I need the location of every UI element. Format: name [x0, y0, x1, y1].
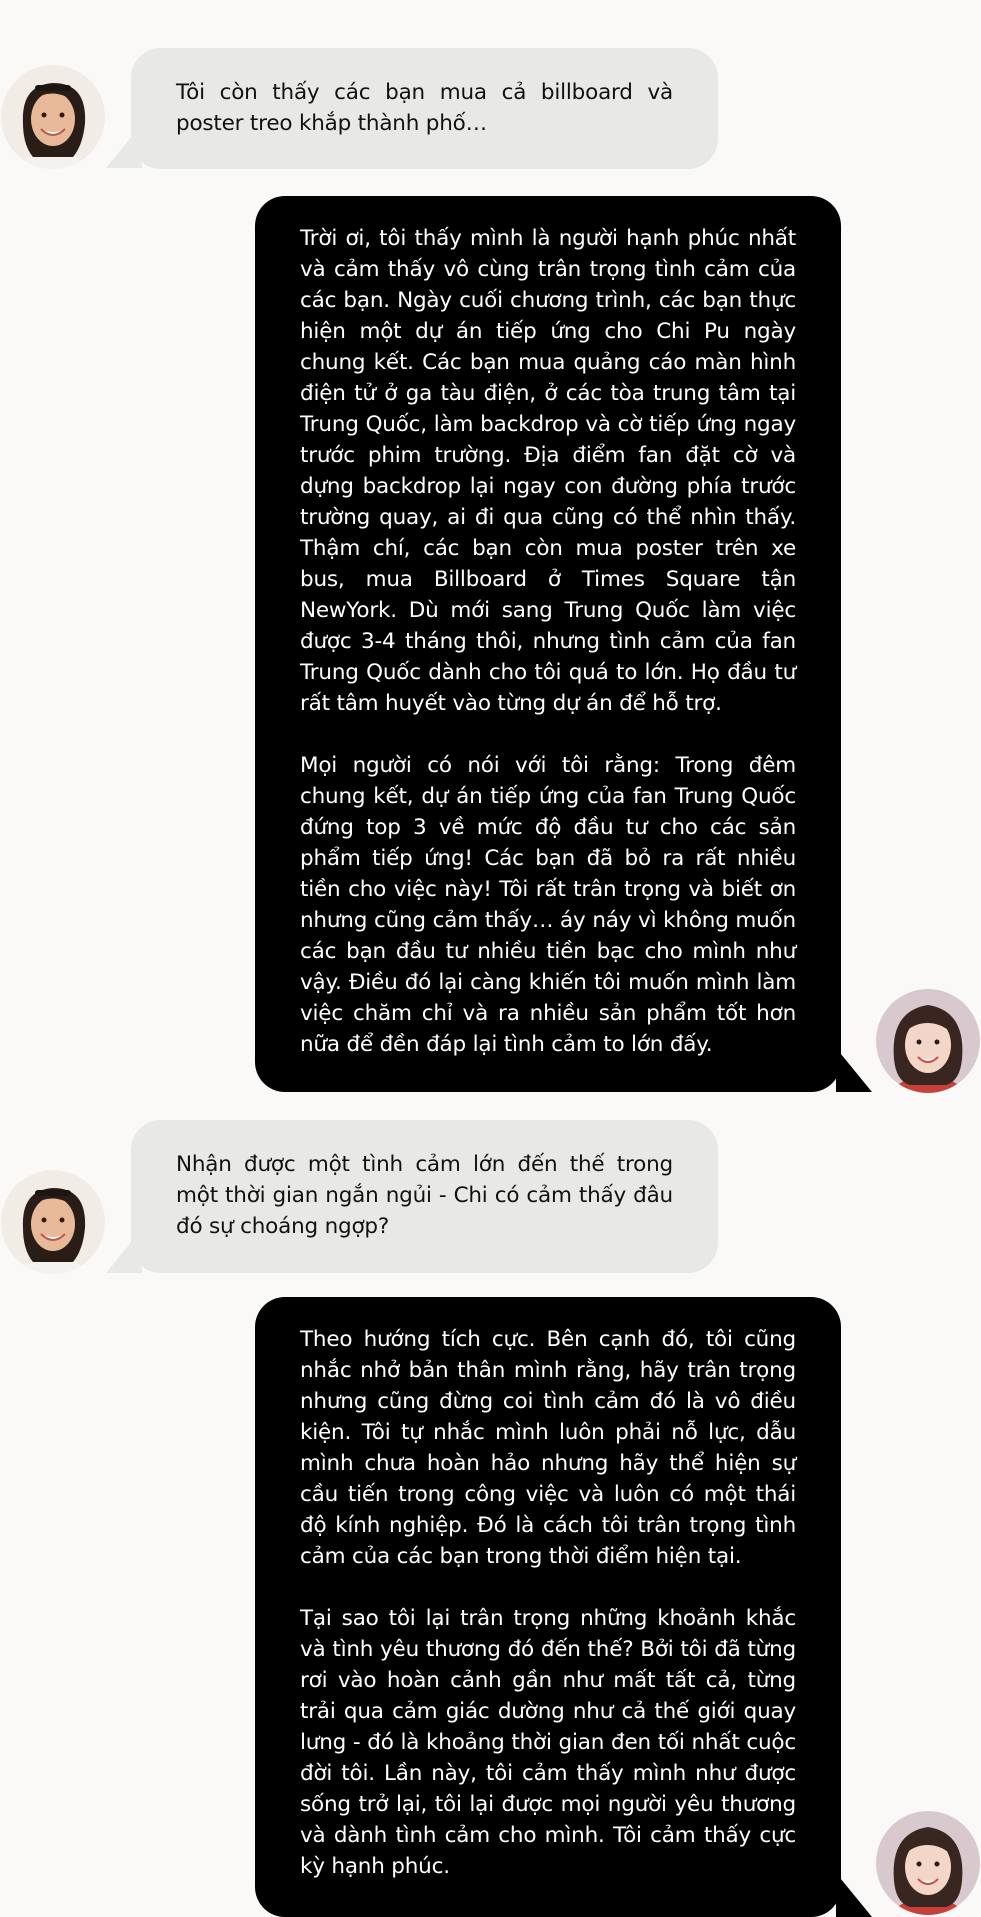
chi-pu-avatar	[876, 989, 980, 1093]
answer-bubble	[255, 1297, 841, 1917]
answer-paragraph: Tại sao tôi lại trân trọng những khoảnh khắc và tình yêu thương đó đến thế? Bởi tôi đã từng rơi vào hoàn cảnh gần như mất tất cả, từng trải qua cảm giác dường như cả thế giới quay lưng - đó là khoảng thời gian đen tối nhất cuộc đời tôi. Lần này, tôi cảm thấy mình như được sống trở lại, tôi lại được mọi người yêu thương và dành tình cảm cho mình. Tôi cảm thấy cực kỳ hạnh phúc.	[300, 1606, 796, 1879]
question-text: Nhận được một tình cảm lớn đến thế trong một thời gian ngắn ngủi - Chi có cảm thấy đâu đó sự choáng ngợp?	[176, 1152, 673, 1239]
question-bubble	[131, 1120, 718, 1273]
bubble-tail	[836, 1873, 872, 1917]
chi-pu-avatar	[876, 1811, 980, 1915]
question-text: Tôi còn thấy các bạn mua cả billboard và poster treo khắp thành phố…	[176, 80, 673, 136]
answer-paragraph: Trời ơi, tôi thấy mình là người hạnh phúc nhất và cảm thấy vô cùng trân trọng tình cảm của các bạn. Ngày cuối chương trình, các bạn thực hiện một dự án tiếp ứng cho Chi Pu ngày chung kết. Các bạn mua quảng cáo màn hình điện tử ở ga tàu điện, ở các tòa trung tâm tại Trung Quốc, làm backdrop và cờ tiếp ứng ngay trước phim trường. Địa điểm fan đặt cờ và dựng backdrop lại ngay con đường phía trước trường quay, ai đi qua cũng có thể nhìn thấy. Thậm chí, các bạn còn mua poster trên xe bus, mua Billboard ở Times Square tận NewYork. Dù mới sang Trung Quốc làm việc được 3-4 tháng thôi, nhưng tình cảm của fan Trung Quốc dành cho tôi quá to lớn. Họ đầu tư rất tâm huyết vào từng dự án để hỗ trợ.	[300, 226, 796, 716]
bubble-tail	[836, 1048, 872, 1092]
question-bubble	[131, 48, 718, 169]
answer-paragraph: Theo hướng tích cực. Bên cạnh đó, tôi cũng nhắc nhở bản thân mình rằng, hãy trân trọng nhưng cũng đừng coi tình cảm đó là vô điều kiện. Tôi tự nhắc mình luôn phải nỗ lực, dẫu mình chưa hoàn hảo nhưng hãy thể hiện sự cầu tiến trong công việc và luôn có một thái độ kính nghiệp. Đó là cách tôi trân trọng tình cảm của các bạn trong thời điểm hiện tại.	[300, 1327, 796, 1569]
answer-paragraph: Mọi người có nói với tôi rằng: Trong đêm chung kết, dự án tiếp ứng của fan Trung Quốc đứng top 3 về mức độ đầu tư cho các sản phẩm tiếp ứng! Các bạn đã bỏ ra rất nhiều tiền cho việc này! Tôi rất trân trọng và biết ơn nhưng cũng cảm thấy… áy náy vì không muốn các bạn đầu tư nhiều tiền bạc cho mình như vậy. Điều đó lại càng khiến tôi muốn mình làm việc chăm chỉ và ra nhiều sản phẩm tốt hơn nữa để đền đáp lại tình cảm to lớn đấy.	[300, 753, 796, 1057]
interviewer-avatar	[1, 65, 105, 169]
answer-bubble	[255, 196, 841, 1092]
interviewer-avatar	[1, 1170, 105, 1274]
